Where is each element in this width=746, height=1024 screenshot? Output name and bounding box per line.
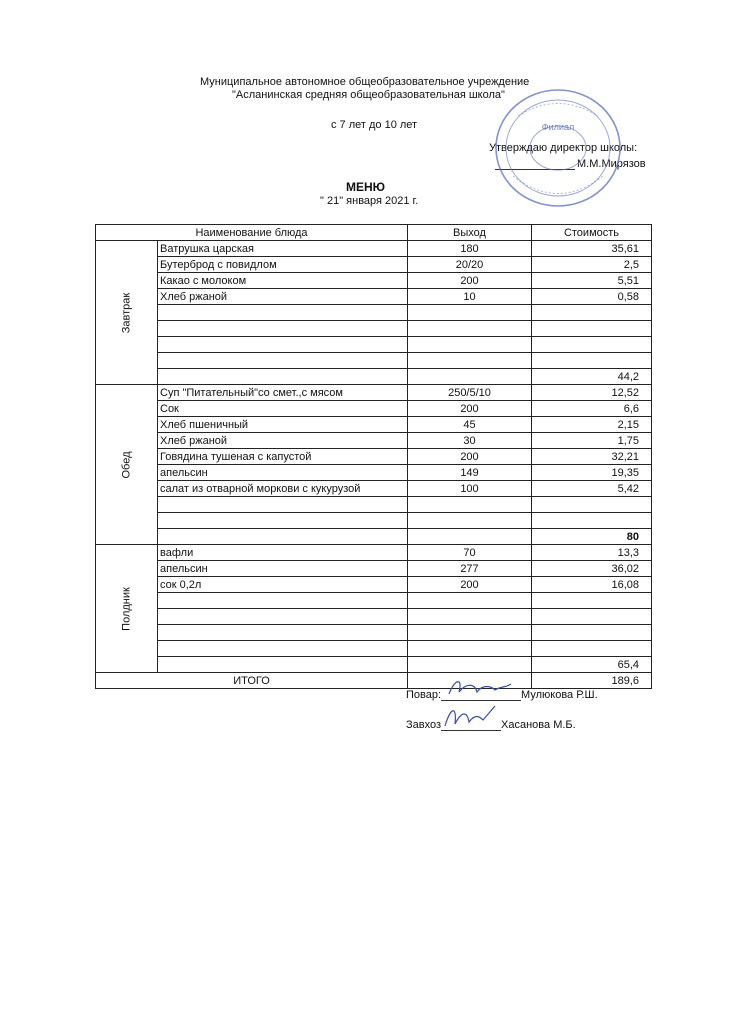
table-row (96, 513, 652, 529)
dish-name-cell (158, 641, 408, 657)
table-row (96, 257, 652, 273)
manager-handwritten-signature (441, 702, 501, 730)
dish-name-cell (158, 657, 408, 673)
dish-name-cell: Ватрушка царская (158, 241, 408, 257)
cost-cell (532, 497, 652, 513)
cost-cell (532, 593, 652, 609)
portion-cell (408, 593, 532, 609)
cost-cell (532, 305, 652, 321)
cook-label: Повар: (406, 689, 442, 701)
table-row (96, 433, 652, 449)
section-name: Обед (120, 450, 133, 479)
portion-cell (408, 337, 532, 353)
table-row (96, 337, 652, 353)
cost-cell: 5,51 (532, 273, 652, 289)
dish-name-cell: Какао с молоком (158, 273, 408, 289)
cost-cell: 5,42 (532, 481, 652, 497)
dish-name-cell: апельсин (158, 465, 408, 481)
table-header-row (96, 225, 652, 241)
cost-cell: 32,21 (532, 449, 652, 465)
table-row (96, 497, 652, 513)
dish-name-cell: сок 0,2л (158, 577, 408, 593)
cost-cell: 2,15 (532, 417, 652, 433)
cost-cell (532, 609, 652, 625)
table-row (96, 641, 652, 657)
manager-label: Завхоз (406, 719, 442, 731)
manager-signature-line (441, 716, 501, 731)
portion-cell: 200 (408, 273, 532, 289)
table-row (96, 529, 652, 545)
portion-cell (408, 513, 532, 529)
dish-name-cell: Сок (158, 401, 408, 417)
portion-cell (408, 321, 532, 337)
cost-cell: 0,58 (532, 289, 652, 305)
portion-cell: 70 (408, 545, 532, 561)
dish-name-cell: Суп "Питательный"со смет.,с мясом (158, 385, 408, 401)
cost-cell: 16,08 (532, 577, 652, 593)
menu-date: " 21" января 2021 г. (320, 195, 419, 207)
portion-cell (408, 353, 532, 369)
dish-name-cell: салат из отварной моркови с кукурузой (158, 481, 408, 497)
cost-cell: 6,6 (532, 401, 652, 417)
portion-cell: 45 (408, 417, 532, 433)
cost-cell: 44,2 (532, 369, 652, 385)
table-row (96, 321, 652, 337)
portion-cell: 200 (408, 577, 532, 593)
dish-name-cell (158, 369, 408, 385)
portion-cell: 250/5/10 (408, 385, 532, 401)
portion-cell: 30 (408, 433, 532, 449)
table-row (96, 417, 652, 433)
dish-name-cell (158, 497, 408, 513)
dish-name-cell (158, 609, 408, 625)
table-row (96, 593, 652, 609)
menu-title: МЕНЮ (346, 180, 386, 194)
header-cost: Стоимость (532, 225, 652, 241)
dish-name-cell (158, 529, 408, 545)
table-row (96, 657, 652, 673)
cost-cell: 13,3 (532, 545, 652, 561)
section-2-label (96, 385, 158, 545)
portion-cell (408, 657, 532, 673)
portion-cell: 10 (408, 289, 532, 305)
approve-label: Утверждаю директор школы: (489, 142, 638, 154)
dish-name-cell: Хлеб ржаной (158, 289, 408, 305)
table-row (96, 369, 652, 385)
portion-cell: 100 (408, 481, 532, 497)
table-row (96, 305, 652, 321)
portion-cell: 149 (408, 465, 532, 481)
dish-name-cell (158, 593, 408, 609)
table-row (96, 625, 652, 641)
dish-name-cell (158, 337, 408, 353)
table-row (96, 545, 652, 561)
total-label: ИТОГО (96, 673, 408, 689)
portion-cell: 200 (408, 401, 532, 417)
table-row (96, 577, 652, 593)
dish-name-cell: Говядина тушеная с капустой (158, 449, 408, 465)
dish-name-cell: Бутерброд с повидлом (158, 257, 408, 273)
portion-cell (408, 641, 532, 657)
portion-cell (408, 529, 532, 545)
header-dish: Наименование блюда (96, 225, 408, 241)
section-name: Завтрак (120, 292, 133, 333)
table-row (96, 385, 652, 401)
cost-cell: 1,75 (532, 433, 652, 449)
table-row (96, 449, 652, 465)
dish-name-cell (158, 305, 408, 321)
section-3-label (96, 545, 158, 673)
dish-name-cell: Хлеб ржаной (158, 433, 408, 449)
section-1-label (96, 241, 158, 385)
cook-signature (406, 686, 598, 701)
table-row (96, 353, 652, 369)
manager-signature (406, 716, 576, 731)
cost-cell: 80 (532, 529, 652, 545)
cost-cell: 36,02 (532, 561, 652, 577)
portion-cell (408, 369, 532, 385)
cost-cell (532, 321, 652, 337)
portion-cell (408, 497, 532, 513)
dish-name-cell: вафли (158, 545, 408, 561)
table-row (96, 609, 652, 625)
portion-cell: 277 (408, 561, 532, 577)
header-portion: Выход (408, 225, 532, 241)
portion-cell: 200 (408, 449, 532, 465)
table-row (96, 289, 652, 305)
dish-name-cell (158, 321, 408, 337)
org-name-line1: Муниципальное автономное общеобразовательное учреждение (200, 76, 530, 88)
cost-cell: 65,4 (532, 657, 652, 673)
total-value: 189,6 (532, 673, 652, 689)
table-row (96, 561, 652, 577)
age-range: с 7 лет до 10 лет (331, 119, 418, 131)
cost-cell (532, 337, 652, 353)
director-name: М.М.Мирязов (577, 158, 646, 170)
cost-cell (532, 513, 652, 529)
portion-cell: 180 (408, 241, 532, 257)
portion-cell (408, 609, 532, 625)
cost-cell (532, 641, 652, 657)
cook-handwritten-signature (441, 672, 521, 700)
cook-name: Мулюкова Р.Ш. (521, 689, 598, 701)
cost-cell (532, 353, 652, 369)
cost-cell: 19,35 (532, 465, 652, 481)
stamp-text: Филиал (541, 122, 575, 132)
menu-table (95, 224, 652, 689)
cost-cell (532, 625, 652, 641)
table-row (96, 241, 652, 257)
table-row (96, 273, 652, 289)
section-name: Полдник (120, 586, 133, 631)
dish-name-cell: апельсин (158, 561, 408, 577)
table-row (96, 401, 652, 417)
cook-signature-line (441, 686, 521, 701)
manager-name: Хасанова М.Б. (501, 719, 576, 731)
cost-cell: 35,61 (532, 241, 652, 257)
cost-cell: 12,52 (532, 385, 652, 401)
portion-cell: 20/20 (408, 257, 532, 273)
table-row (96, 481, 652, 497)
school-stamp-seal (488, 86, 628, 216)
cost-cell: 2,5 (532, 257, 652, 273)
portion-cell (408, 305, 532, 321)
dish-name-cell (158, 513, 408, 529)
dish-name-cell: Хлеб пшеничный (158, 417, 408, 433)
dish-name-cell (158, 353, 408, 369)
table-row (96, 465, 652, 481)
portion-cell (408, 625, 532, 641)
dish-name-cell (158, 625, 408, 641)
org-name-line2: "Асланинская средняя общеобразовательная школа" (232, 89, 505, 101)
